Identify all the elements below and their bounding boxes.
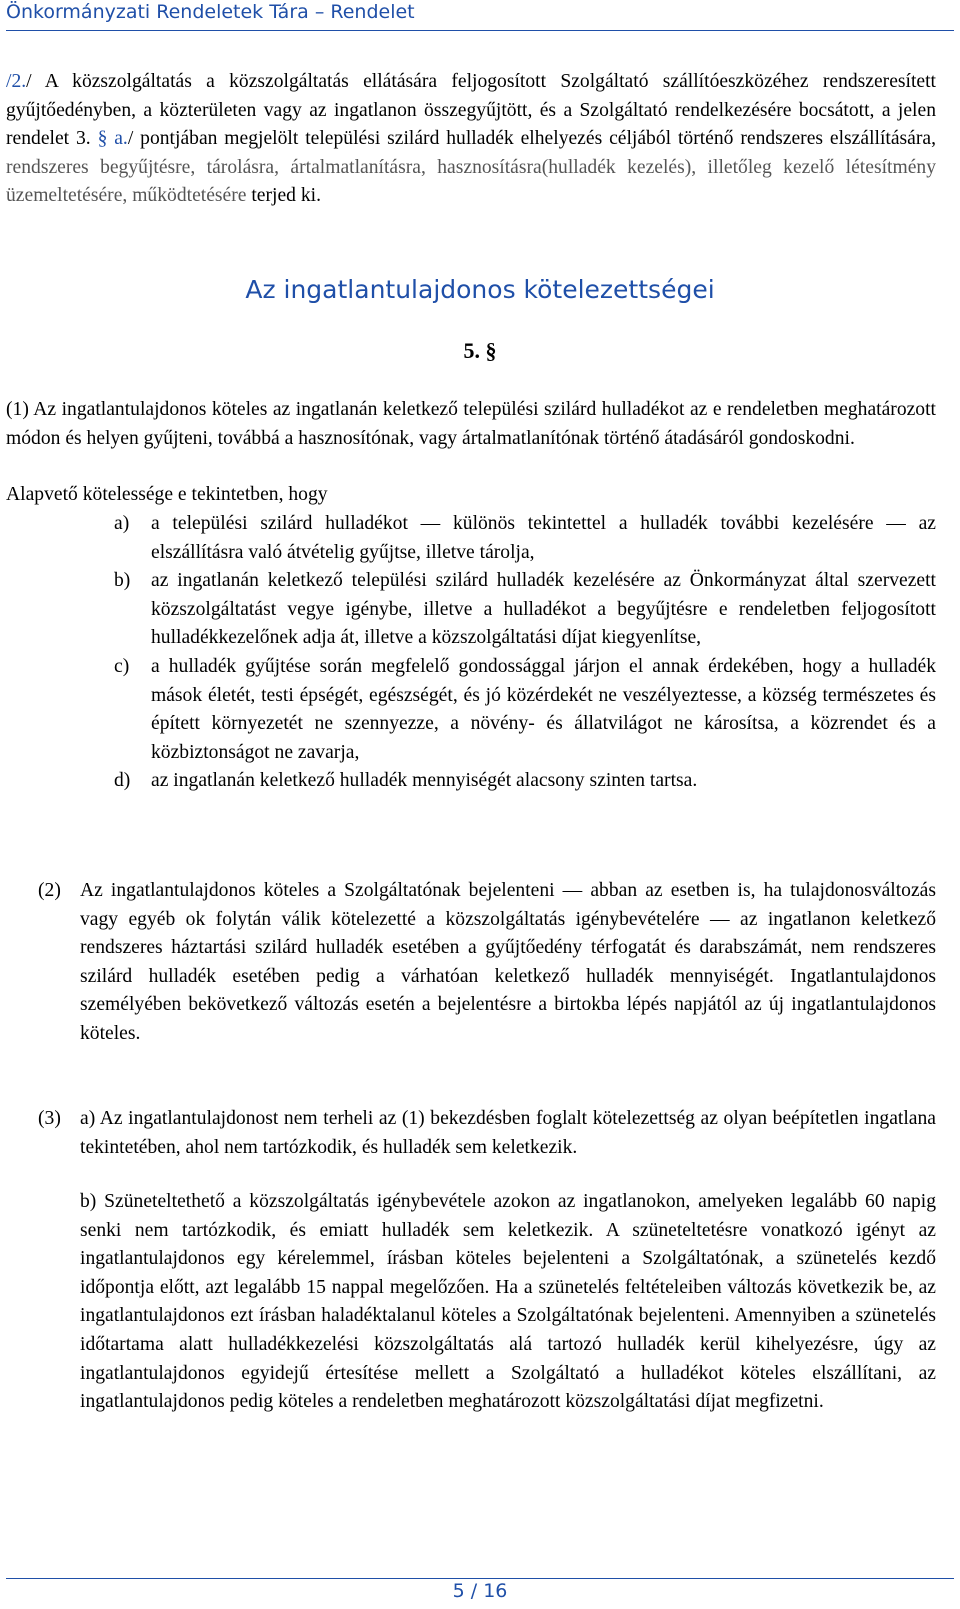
intro-text-a: / A közszolgáltatás a közszolgáltatás ellátására feljogosított Szolgáltató szállítóeszközéhez rendszeresített gyűjtőedényben, a közterületen vagy az ingatlanon összegyűjtött, és a Szolgáltató rendelkezésére bocsátott, a jelen rendelet 3.: [6, 71, 936, 150]
paragraph-3a-text: a) Az ingatlantulajdonost nem terheli az (1) bekezdésben foglalt kötelezettség az olyan beépítetlen ingatlana tekintetében, ahol nem tartózkodik, és hulladék sem keletkezik.: [80, 1108, 936, 1158]
intro-text-c: rendszeres begyűjtésre, tárolásra, ártalmatlanításra, hasznosításra(hulladék kezelés), illetőleg kezelő létesítmény üzemeltetésére, működtetésére: [6, 156, 936, 207]
list-item: [114, 510, 936, 567]
intro-number: /2.: [6, 71, 27, 92]
intro-text-d: terjed ki.: [246, 185, 321, 207]
list-item-text: az ingatlanán keletkező hulladék mennyiségét alacsony szinten tartsa.: [151, 770, 698, 792]
paragraph-1: (1) Az ingatlantulajdonos köteles az ingatlanán keletkező települési szilárd hulladékot az e rendeletben meghatározott módon és helyen gyűjteni, továbbá a hasznosítónak, vagy ártalmatlanítónak történő átadásáról gondoskodni.: [6, 399, 936, 449]
paragraph-2-text: Az ingatlantulajdonos köteles a Szolgáltatónak bejelenteni — abban az esetben is, ha tulajdonosváltozás vagy egyéb ok folytán válik kötelezetté a közszolgáltatás igénybevételére — az ingatlanon keletkező rendszeres háztartási szilárd hulladék esetében a gyűjtőedény térfogatát és darabszámát, nem rendszeres szilárd hulladék esetében pedig a várhatóan keletkező hulladék mennyiségét. Ingatlantulajdonos személyében bekövetkező változás esetén a bejelentésre a birtokba lépés napjától az új ingatlantulajdonos köteles.: [80, 880, 936, 1044]
list-item-text: az ingatlanán keletkező települési szilárd hulladék kezelésére az Önkormányzat által szervezett közszolgáltatást vegye igénybe, illetve a hulladékot a begyűjtésre e rendeletben feljogosított hulladékkezelőnek adja át, illetve a közszolgáltatási díjat kiegyenlítse,: [151, 570, 936, 649]
obligation-intro: Alapvető kötelessége e tekintetben, hogy: [6, 484, 328, 505]
intro-text-b: / pontjában megjelölt települési szilárd hulladék elhelyezés céljából történő rendszeres elszállítására,: [127, 128, 936, 150]
page-header: [0, 0, 960, 37]
list-marker: d): [114, 770, 131, 792]
section-heading: Az ingatlantulajdonos kötelezettségei: [245, 275, 715, 304]
paragraph-3: [38, 1105, 936, 1162]
paragraph-3b-text: b) Szüneteltethető a közszolgáltatás igénybevétele azokon az ingatlanokon, amelyeken legalább 60 napig senki nem tartózkodik, és emiatt hulladék sem keletkezik. A szüneteltetésre vonatkozó igényt az ingatlantulajdonos egy kérelemmel, írásban köteles bejelenteni a Szolgáltatónak, a szünetelés kezdő időpontja előtt, azt legalább 15 nappal megelőzően. Ha a szünetelés feltételeiben változás következik be, az ingatlantulajdonos ezt írásban haladéktalanul köteles a Szolgáltatónak bejelenteni. Amennyiben a szünetelés időtartama alatt hulladékkezelési közszolgáltatás alá tartozó hulladék kerül kihelyezésre, úgy az ingatlantulajdonos egyidejű értesítése mellett a Szolgáltató a hulladékot köteles elszállítani, az ingatlantulajdonos pedig köteles a rendeletben meghatározott közszolgáltatási díjat megfizetni.: [80, 1191, 936, 1413]
list-marker: a): [114, 513, 130, 534]
obligation-list: [114, 510, 936, 796]
page-number: 5 / 16: [452, 1580, 508, 1602]
section-number: 5. §: [463, 338, 497, 363]
paragraph-2: [38, 877, 936, 1049]
paragraph-2-number: (2): [38, 880, 61, 901]
list-item: [114, 653, 936, 767]
list-marker: b): [114, 570, 131, 592]
list-item: [114, 567, 936, 653]
intro-paragraph: [6, 68, 936, 211]
list-marker: c): [114, 655, 130, 677]
paragraph-3-number: (3): [38, 1108, 61, 1129]
intro-reference: § a.: [97, 128, 128, 150]
footer-divider: [6, 1578, 954, 1579]
header-divider: [6, 30, 954, 31]
list-item-text: a települési szilárd hulladékot — különös tekintettel a hulladék további kezelésére — az elszállításra való átvételig gyűjtse, illetve tárolja,: [151, 513, 936, 563]
header-title: Önkormányzati Rendeletek Tára – Rendelet: [6, 1, 415, 23]
list-item-text: a hulladék gyűjtése során megfelelő gondossággal járjon el annak érdekében, hogy a hulladék mások életét, testi épségét, egészségét, és jó közérdekét ne veszélyeztesse, a község természetes és épített környezetét ne szennyezze, a növény- és állatvilágot ne károsítsa, a közrendet és a közbiztonságot ne zavarja,: [151, 655, 936, 763]
list-item: [114, 767, 936, 796]
